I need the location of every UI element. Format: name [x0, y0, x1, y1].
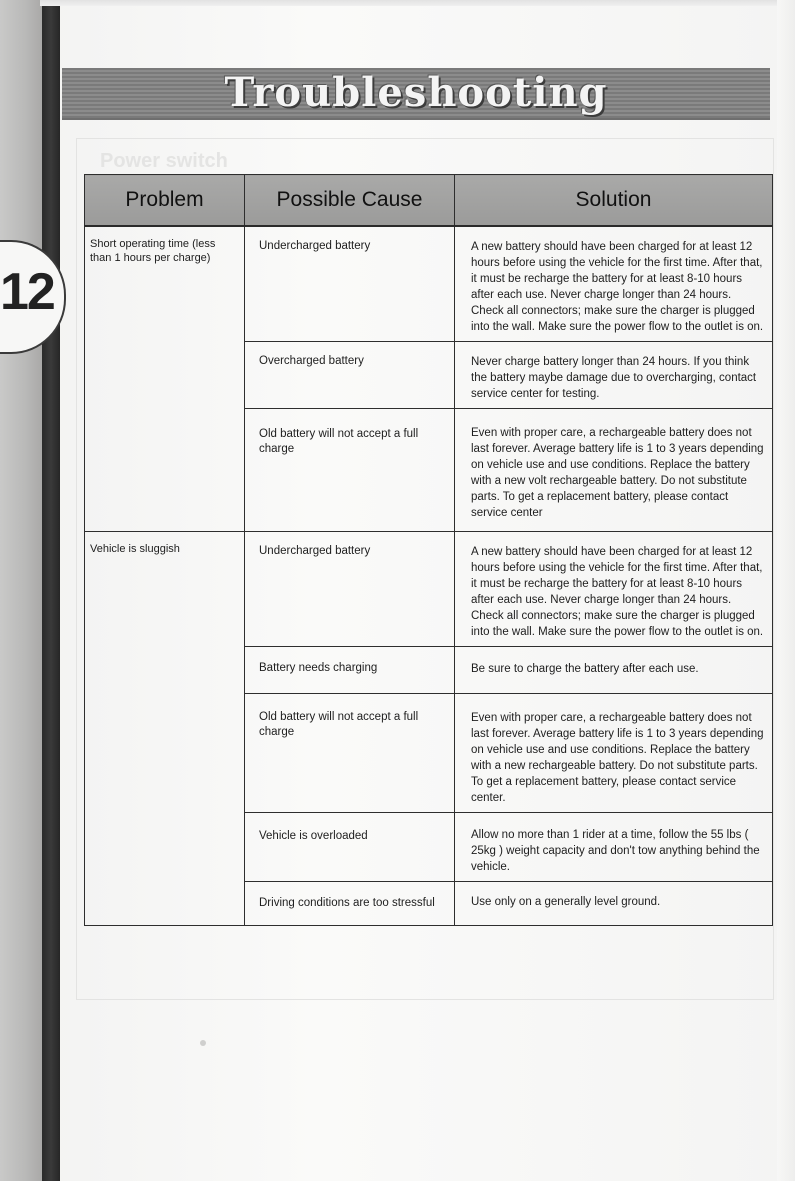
header-problem: Problem	[85, 175, 245, 227]
cause-cell: Undercharged battery	[245, 532, 455, 647]
cause-cell: Driving conditions are too stressful	[245, 882, 455, 926]
chapter-number: 12	[0, 263, 54, 321]
solution-cell: Be sure to charge the battery after each use.	[455, 647, 773, 694]
bleed-through-heading: Power switch	[100, 150, 228, 172]
cause-cell: Old battery will not accept a full charge	[245, 694, 455, 813]
cause-cell: Vehicle is overloaded	[245, 813, 455, 882]
top-edge	[40, 0, 795, 6]
solution-cell: Even with proper care, a rechargeable battery does not last forever. Average battery life is 1 to 3 years depending on vehicle use and use conditions. Replace the battery with a new volt rechargeable battery. Do not substitute parts. To get a replacement battery, please contact service center	[455, 409, 773, 532]
header-solution: Solution	[455, 175, 773, 227]
page-title: Troubleshooting	[224, 69, 608, 116]
cause-cell: Old battery will not accept a full charge	[245, 409, 455, 532]
problem-cell: Vehicle is sluggish	[85, 532, 245, 926]
header-possible-cause: Possible Cause	[245, 175, 455, 227]
table-header-row	[85, 175, 773, 227]
table-row	[85, 532, 773, 647]
troubleshooting-table	[84, 174, 773, 926]
cause-cell: Undercharged battery	[245, 226, 455, 342]
table-row	[85, 226, 773, 342]
paper-speck	[200, 1040, 206, 1046]
binding-strip	[0, 0, 42, 1181]
solution-cell: Allow no more than 1 rider at a time, follow the 55 lbs ( 25kg ) weight capacity and don't tow anything behind the vehicle.	[455, 813, 773, 882]
right-edge	[777, 0, 795, 1181]
binding-edge	[42, 6, 60, 1181]
solution-cell: Never charge battery longer than 24 hours. If you think the battery maybe damage due to overcharging, contact service center for testing.	[455, 342, 773, 409]
solution-cell: Use only on a generally level ground.	[455, 882, 773, 926]
cause-cell: Battery needs charging	[245, 647, 455, 694]
problem-cell: Short operating time (less than 1 hours per charge)	[85, 226, 245, 532]
solution-cell: Even with proper care, a rechargeable battery does not last forever. Average battery life is 1 to 3 years depending on vehicle use and use conditions. Replace the battery with a new rechargeable battery. Do not substitute parts. To get a replacement battery, please contact service center.	[455, 694, 773, 813]
solution-cell: A new battery should have been charged for at least 12 hours before using the vehicle for the first time. After that, it must be recharge the battery for at least 8-10 hours after each use. Never charge longer than 24 hours. Check all connectors; make sure the charger is plugged into the wall. Make sure the power flow to the outlet is on.	[455, 226, 773, 342]
cause-cell: Overcharged battery	[245, 342, 455, 409]
solution-cell: A new battery should have been charged for at least 12 hours before using the vehicle for the first time. After that, it must be recharge the battery for at least 8-10 hours after each use. Never charge longer than 24 hours. Check all connectors; make sure the charger is plugged into the wall. Make sure the power flow to the outlet is on.	[455, 532, 773, 647]
